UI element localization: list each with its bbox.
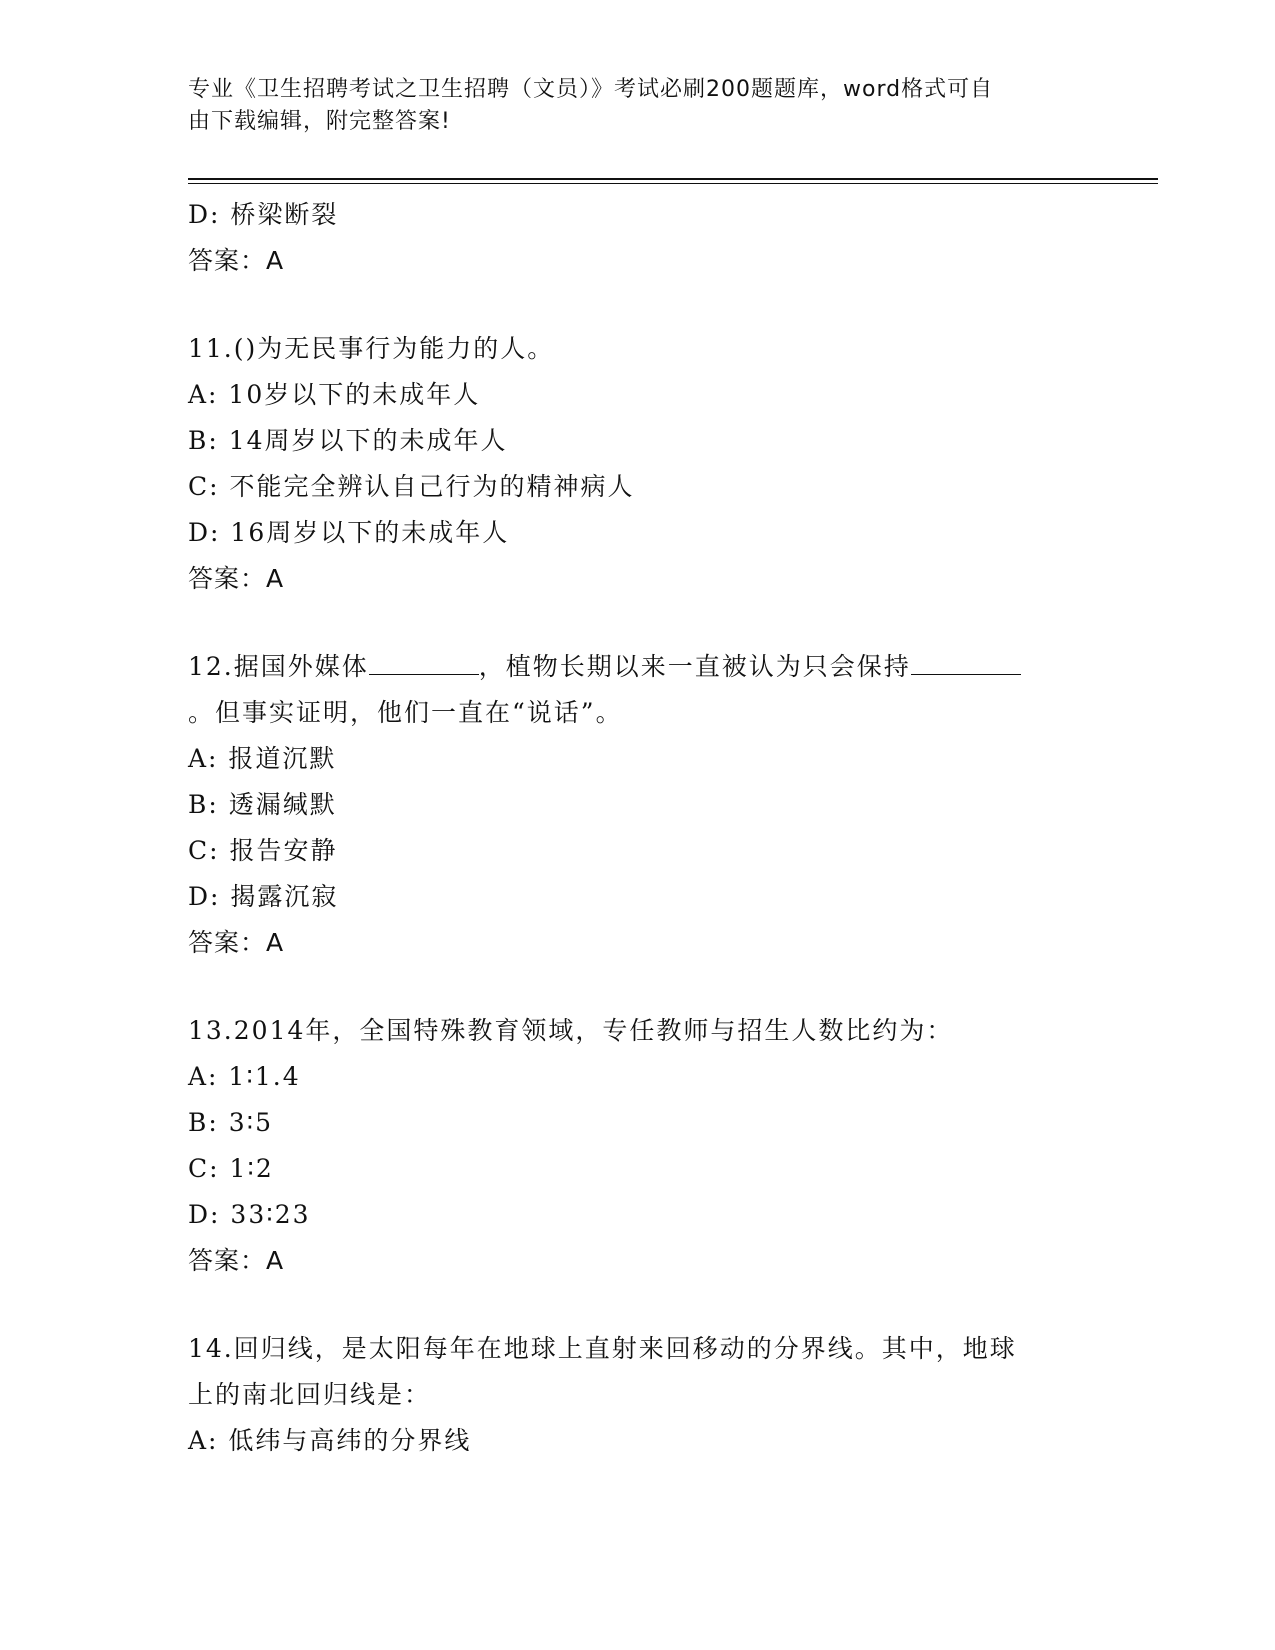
option-c: C: 不能完全辨认自己行为的精神病人	[188, 472, 635, 501]
question-stem-line-2: 。但事实证明，他们一直在“说话”。	[188, 698, 623, 727]
question-11	[188, 326, 1088, 602]
question-10-tail	[188, 192, 1088, 284]
stem-text: 12.据国外媒体	[188, 652, 369, 681]
option-d: D: 33∶23	[188, 1200, 311, 1229]
fill-in-blank	[369, 648, 479, 675]
spacer	[188, 284, 1088, 326]
question-stem-line-1: 14.回归线，是太阳每年在地球上直射来回移动的分界线。其中，地球	[188, 1334, 1017, 1363]
option-d: D: 桥梁断裂	[188, 200, 339, 229]
question-12	[188, 644, 1088, 966]
question-stem: 11.()为无民事行为能力的人。	[188, 334, 555, 363]
question-list	[188, 192, 1088, 1464]
fill-in-blank	[911, 648, 1021, 675]
question-14	[188, 1326, 1088, 1464]
header-divider-thin	[188, 183, 1158, 184]
option-b: B: 14周岁以下的未成年人	[188, 426, 508, 455]
question-13	[188, 1008, 1088, 1284]
option-b: B: 透漏缄默	[188, 790, 337, 819]
question-stem-line-2: 上的南北回归线是：	[188, 1380, 432, 1409]
option-d: D: 16周岁以下的未成年人	[188, 518, 510, 547]
answer-line: 答案：A	[188, 246, 285, 275]
spacer	[188, 966, 1088, 1008]
stem-text: ，植物长期以来一直被认为只会保持	[478, 652, 911, 681]
option-d: D: 揭露沉寂	[188, 882, 339, 911]
option-c: C: 1∶2	[188, 1154, 274, 1183]
question-stem-line-1	[188, 644, 1088, 690]
document-header	[188, 74, 1078, 138]
header-title-line-2: 由下载编辑，附完整答案!	[188, 109, 451, 134]
option-a: A: 报道沉默	[188, 744, 337, 773]
option-a: A: 10岁以下的未成年人	[188, 380, 481, 409]
spacer	[188, 602, 1088, 644]
spacer	[188, 1284, 1088, 1326]
answer-line: 答案：A	[188, 564, 285, 593]
header-divider-thick	[188, 178, 1158, 180]
option-a: A: 低纬与高纬的分界线	[188, 1426, 472, 1455]
answer-line: 答案：A	[188, 1246, 285, 1275]
option-c: C: 报告安静	[188, 836, 338, 865]
option-a: A: 1∶1.4	[188, 1062, 301, 1091]
option-b: B: 3∶5	[188, 1108, 274, 1137]
question-stem: 13.2014年，全国特殊教育领域，专任教师与招生人数比约为：	[188, 1016, 954, 1045]
answer-line: 答案：A	[188, 928, 285, 957]
header-title-line-1: 专业《卫生招聘考试之卫生招聘（文员）》考试必刷200题题库，word格式可自	[188, 77, 994, 102]
